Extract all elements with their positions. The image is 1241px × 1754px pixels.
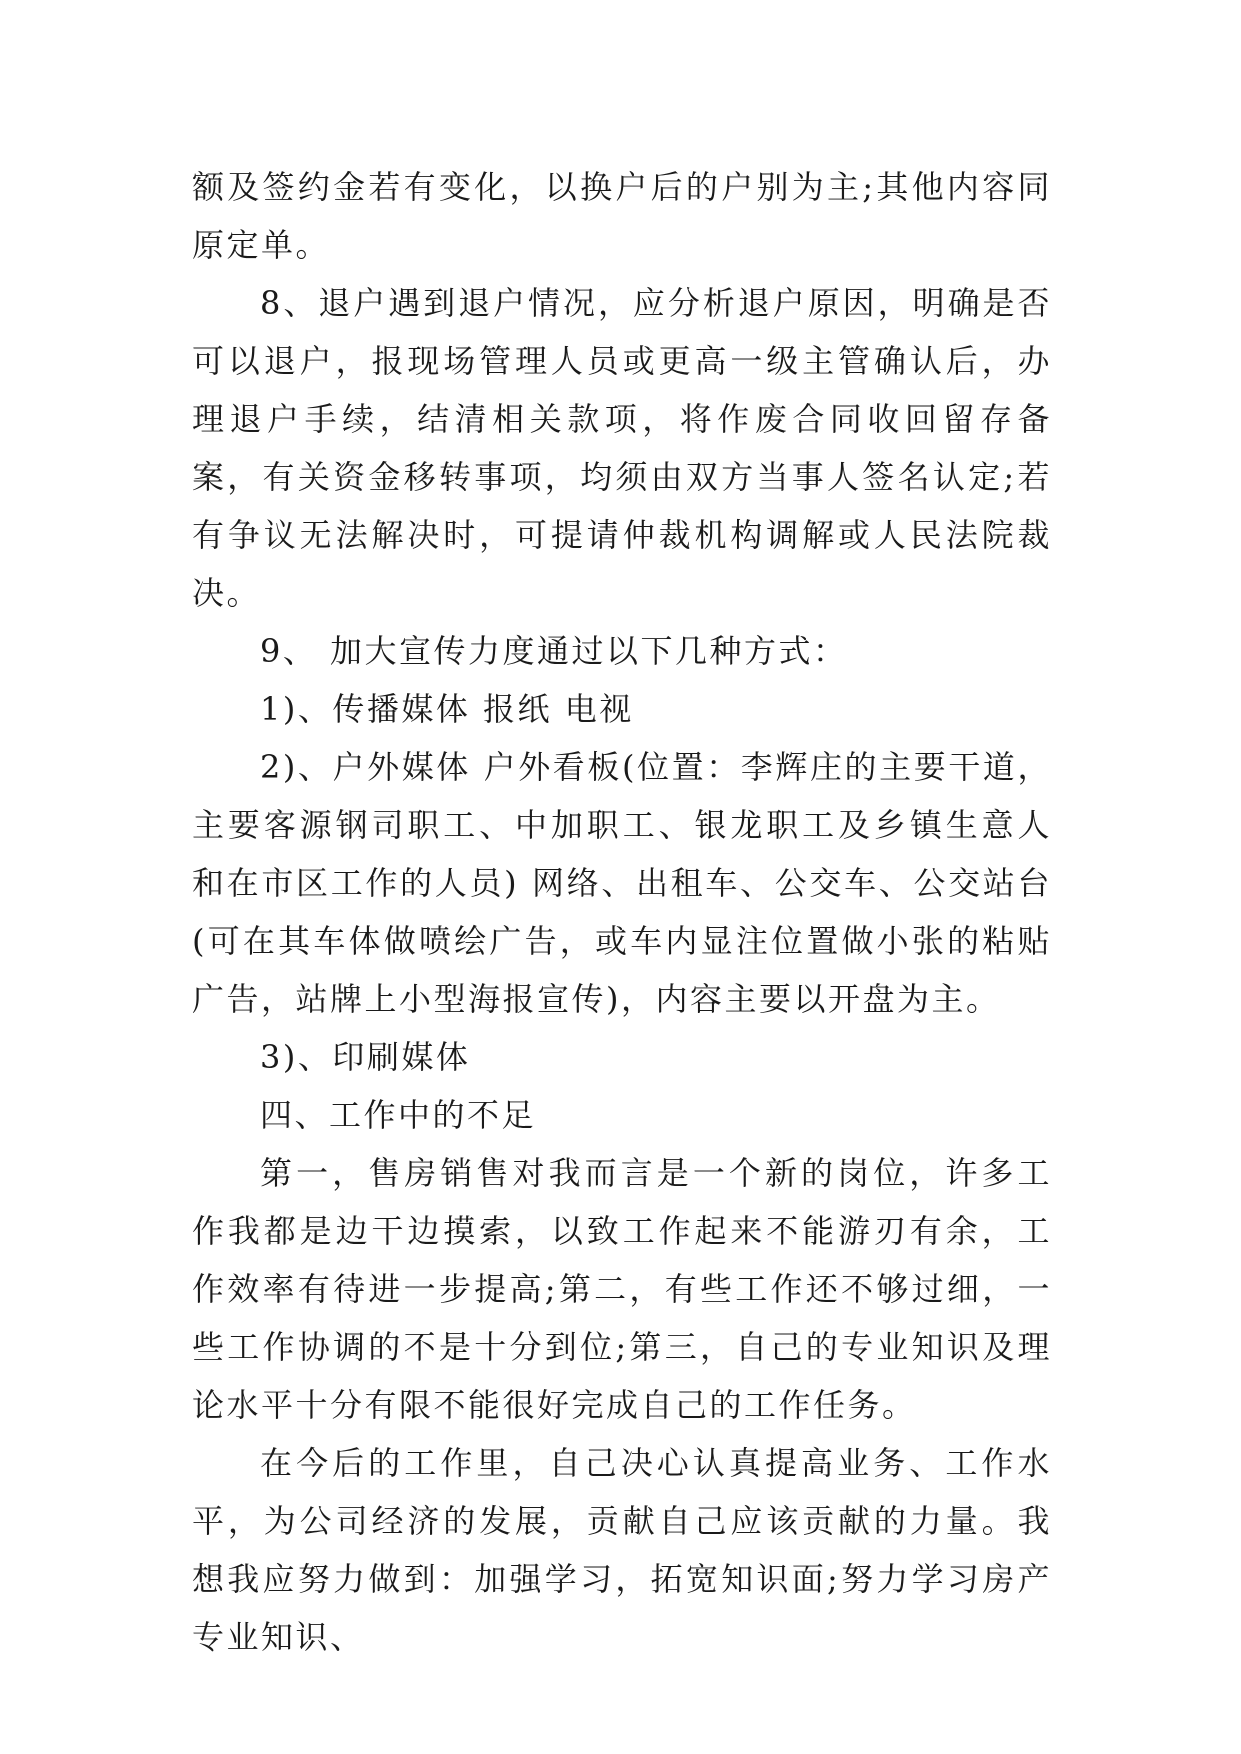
document-body bbox=[192, 158, 1052, 1666]
paragraph-outdoor-media: 2)、户外媒体 户外看板(位置：李辉庄的主要干道，主要客源钢司职工、中加职工、银龙职工及乡镇生意人和在市区工作的人员) 网络、出租车、公交车、公交站台(可在其车体做喷绘广告，或车内显注位置做小张的粘贴广告，站牌上小型海报宣传)，内容主要以开盘为主。 bbox=[192, 748, 1052, 1018]
paragraph-item-8-refund: 8、退户遇到退户情况，应分析退户原因，明确是否可以退户，报现场管理人员或更高一级主管确认后，办理退户手续，结清相关款项，将作废合同收回留存备案，有关资金移转事项，均须由双方当事人签名认定;若有争议无法解决时，可提请仲裁机构调解或人民法院裁决。 bbox=[192, 284, 1052, 612]
paragraph-print-media: 3)、印刷媒体 bbox=[260, 1038, 471, 1076]
section-heading-shortcomings: 四、工作中的不足 bbox=[260, 1096, 537, 1134]
paragraph-shortcomings: 第一，售房销售对我而言是一个新的岗位，许多工作我都是边干边摸索，以致工作起来不能游刃有余，工作效率有待进一步提高;第二，有些工作还不够过细，一些工作协调的不是十分到位;第三，自己的专业知识及理论水平十分有限不能很好完成自己的工作任务。 bbox=[192, 1154, 1052, 1424]
paragraph-broadcast-media: 1)、传播媒体 报纸 电视 bbox=[260, 690, 634, 728]
paragraph-future-plans: 在今后的工作里，自己决心认真提高业务、工作水平，为公司经济的发展，贡献自己应该贡献的力量。我想我应努力做到：加强学习，拓宽知识面;努力学习房产专业知识、 bbox=[192, 1444, 1052, 1656]
paragraph-item-9-publicity: 9、 加大宣传力度通过以下几种方式： bbox=[260, 632, 848, 670]
paragraph-continuation: 额及签约金若有变化，以换户后的户别为主;其他内容同原定单。 bbox=[192, 168, 1052, 264]
